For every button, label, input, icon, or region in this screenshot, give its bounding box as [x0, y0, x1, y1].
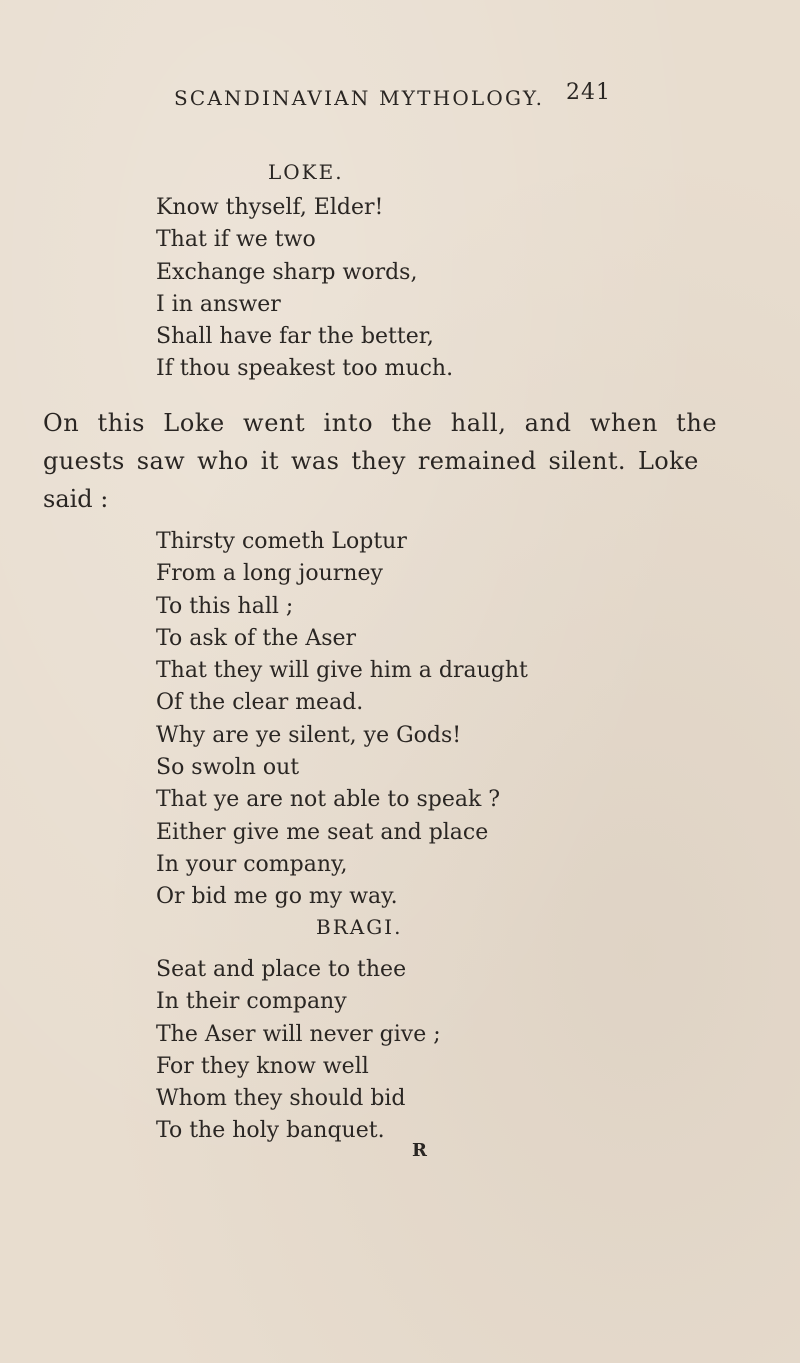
verse-bragi	[156, 954, 441, 1148]
verse-line: Or bid me go my way.	[156, 884, 398, 910]
verse-loke-1	[156, 192, 453, 386]
verse-line: In their company	[156, 989, 347, 1015]
verse-line: Of the clear mead.	[156, 690, 364, 716]
verse-line: That ye are not able to speak ?	[156, 787, 501, 813]
verse-line: For they know well	[156, 1053, 369, 1079]
verse-line: Exchange sharp words,	[156, 259, 418, 285]
verse-line: I in answer	[156, 291, 281, 317]
verse-line: Thirsty cometh Loptur	[156, 529, 407, 554]
verse-line: Seat and place to thee	[156, 957, 407, 982]
prose-line: guests saw who it was they remained silent. Loke	[43, 447, 699, 475]
verse-line: To this hall ;	[156, 593, 294, 619]
verse-line: That if we two	[156, 227, 316, 253]
verse-line: If thou speakest too much.	[156, 356, 454, 382]
page-number: 241	[566, 80, 611, 105]
verse-line: So swoln out	[156, 755, 300, 781]
verse-line: In your company,	[156, 851, 348, 877]
verse-line: That they will give him a draught	[156, 658, 528, 684]
speaker-bragi: BRAGI.	[316, 915, 403, 939]
speaker-loke: LOKE.	[268, 160, 344, 184]
verse-line: Know thyself, Elder!	[156, 195, 384, 220]
verse-line: From a long journey	[156, 561, 383, 587]
prose-paragraph	[43, 404, 718, 518]
verse-line: Why are ye silent, ye Gods!	[156, 722, 462, 748]
signature-mark: R	[412, 1140, 427, 1161]
prose-line: On this Loke went into the hall, and when the	[43, 409, 718, 437]
verse-line: Shall have far the better,	[156, 324, 434, 350]
running-head-title: SCANDINAVIAN MYTHOLOGY.	[174, 86, 545, 110]
verse-line: Whom they should bid	[156, 1086, 406, 1112]
verse-line: To the holy banquet.	[156, 1118, 385, 1144]
verse-loke-2	[156, 526, 528, 914]
verse-line: Either give me seat and place	[156, 819, 489, 845]
verse-line: To ask of the Aser	[156, 625, 357, 651]
verse-line: The Aser will never give ;	[156, 1021, 441, 1047]
prose-line: said :	[43, 485, 109, 513]
